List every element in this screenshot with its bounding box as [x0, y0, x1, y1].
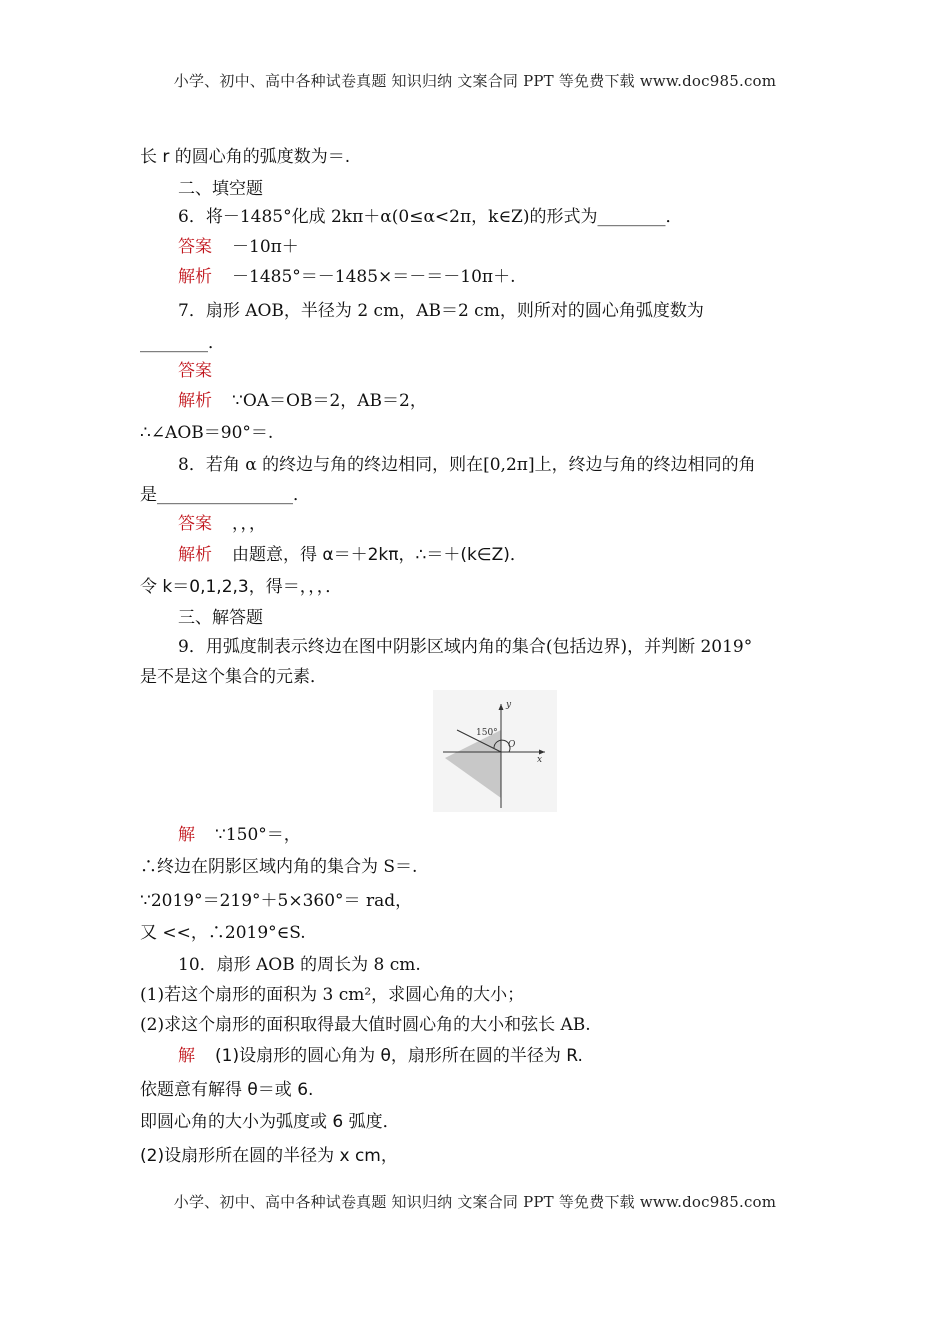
explanation-text: 由题意，得 α＝＋2kπ，∴＝＋(k∈Z)． — [232, 545, 527, 565]
angle-figure — [433, 690, 557, 812]
question-8-blank: 是________________． — [140, 485, 310, 505]
question-7-blank: ________． — [140, 333, 225, 353]
solution-label: 解 — [178, 1046, 195, 1066]
solution-label: 解 — [178, 825, 195, 845]
explanation-label: 解析 — [178, 267, 212, 287]
answer-8 — [178, 513, 266, 535]
explanation-text: ∵OA＝OB＝2，AB＝2， — [232, 391, 427, 411]
page-footer: 小学、初中、高中各种试卷真题 知识归纳 文案合同 PPT 等免费下载 www.doc985.com — [173, 1193, 777, 1211]
x-label: x — [537, 755, 543, 765]
section-heading: 二、填空题 — [178, 179, 263, 199]
answer-text: ，，， — [232, 514, 266, 534]
solution-10-line: 即圆心角的大小为弧度或 6 弧度． — [140, 1112, 400, 1132]
question-8: 8．若角 α 的终边与角的终边相同，则在[0,2π]上，终边与角的终边相同的角 — [178, 455, 756, 475]
solution-10-line: (2)设扇形所在圆的半径为 x cm， — [140, 1146, 398, 1166]
explanation-label: 解析 — [178, 391, 212, 411]
solution-9-line: 又 <<，∴2019°∈S. — [140, 923, 306, 943]
question-10-part1: (1)若这个扇形的面积为 3 cm²，求圆心角的大小； — [140, 985, 525, 1005]
question-10-part2: (2)求这个扇形的面积取得最大值时圆心角的大小和弦长 AB. — [140, 1015, 591, 1035]
explanation-7-cont: ∴∠AOB＝90°＝. — [140, 423, 274, 443]
explanation-8 — [178, 544, 527, 566]
question-9-cont: 是不是这个集合的元素． — [140, 667, 327, 687]
solution-10 — [178, 1045, 583, 1067]
solution-text: (1)设扇形的圆心角为 θ，扇形所在圆的半径为 R. — [215, 1046, 583, 1066]
question-10: 10．扇形 AOB 的周长为 8 cm. — [178, 955, 421, 975]
text-line: 长 r 的圆心角的弧度数为＝. — [140, 147, 351, 167]
explanation-8-cont: 令 k＝0,1,2,3，得＝，，，． — [140, 577, 343, 597]
answer-7 — [178, 360, 212, 382]
y-label: y — [506, 700, 512, 710]
question-9: 9．用弧度制表示终边在图中阴影区域内角的集合(包括边界)，并判断 2019° — [178, 637, 753, 657]
solution-9-line: ∵2019°＝219°＋5×360°＝ rad， — [140, 891, 413, 911]
answer-6 — [178, 236, 299, 258]
question-6: 6．将－1485°化成 2kπ＋α(0≤α<2π，k∈Z)的形式为________． — [178, 207, 683, 227]
question-7: 7．扇形 AOB，半径为 2 cm，AB＝2 cm，则所对的圆心角弧度数为 — [178, 301, 704, 321]
explanation-text: －1485°＝－1485×＝－＝－10π＋. — [232, 267, 516, 287]
page-header: 小学、初中、高中各种试卷真题 知识归纳 文案合同 PPT 等免费下载 www.doc985.com — [173, 72, 777, 90]
explanation-6 — [178, 266, 515, 288]
answer-label: 答案 — [178, 514, 212, 534]
origin-label: O — [508, 740, 516, 750]
angle-label: 150° — [476, 728, 498, 738]
section-heading: 三、解答题 — [178, 608, 263, 628]
explanation-label: 解析 — [178, 545, 212, 565]
solution-9-line: ∴终边在阴影区域内角的集合为 S＝. — [140, 857, 418, 877]
explanation-7 — [178, 390, 427, 412]
answer-label: 答案 — [178, 237, 212, 257]
answer-text: －10π＋ — [232, 237, 299, 257]
answer-label: 答案 — [178, 361, 212, 381]
solution-9 — [178, 824, 301, 846]
solution-text: ∵150°＝， — [215, 825, 301, 845]
solution-10-line: 依题意有解得 θ＝或 6. — [140, 1080, 314, 1100]
